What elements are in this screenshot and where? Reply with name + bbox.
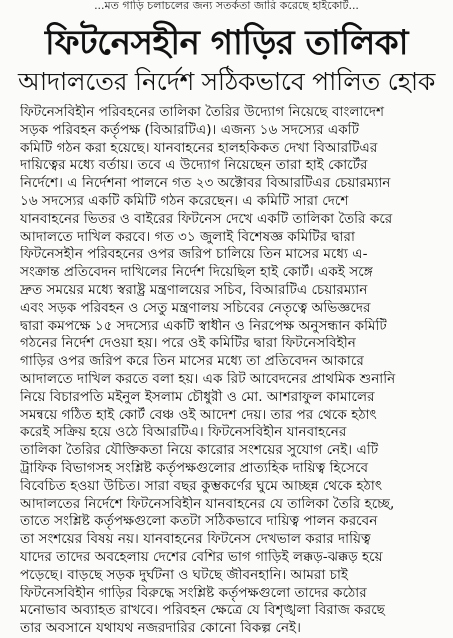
- body-line: তাতে সংশ্লিষ্ট কর্তৃপক্ষগুলো কতটা সঠিকভাবে দায়িত্ব পালন করবেন: [20, 513, 378, 530]
- body-line: ট্রাফিক বিভাগসহ সংশ্লিষ্ট কর্তৃপক্ষগুলোর প্রাত্যহিক দায়িত্ব হিসেবে: [20, 459, 369, 476]
- body-line: গাড়ির ওপর জরিপ করে তিন মাসের মধ্যে তা প্রতিবেদন আকারে: [20, 353, 364, 370]
- body-line: ফিটনেসহীন পরিবহনের ওপর জরিপ চালিয়ে তিন মাসের মধ্যে এ-: [20, 246, 368, 263]
- body-line: তালিকা তৈরির যৌক্তিকতা নিয়ে কারোর সংশয়ের সুযোগ নেই। এটি: [20, 442, 379, 459]
- body-line: নিয়ে বিচারপতি মইনুল ইসলাম চৌধুরী ও মো. আশরাফুল কামালের: [20, 388, 375, 405]
- body-line: আদালতে দাখিল করবে। গত ৩১ জুলাই বিশেষজ্ঞ কমিটির দ্বারা: [20, 228, 355, 245]
- body-line: আদালতে দাখিল করতে বলা হয়। এক রিট আবেদনের প্রাথমিক শুনানি: [20, 370, 396, 387]
- body-line: গঠনের নির্দেশ দেওয়া হয়। পরে ওই কমিটির দ্বারা ফিটনেসবিহীন: [20, 335, 356, 352]
- subheadline: আদালতের নির্দেশ সঠিকভাবে পালিত হোক: [17, 67, 436, 96]
- body-line: ফিটনেসবিহীন গাড়ির বিরুদ্ধে সংশ্লিষ্ট কর্তৃপক্ষগুলো তাদের কঠোর: [20, 584, 367, 601]
- clipped-top-text: ...মত গাড়ি চলাচলের জন্য সতর্কতা জারি করেছে হাইকোর্ট...: [94, 0, 359, 12]
- body-line: বিবেচিত হওয়া উচিত। সারা বছর কুম্ভকর্ণের ঘুমে আচ্ছন্ন থেকে হঠাৎ: [20, 477, 383, 494]
- body-line: যাদের তাদের অবহেলায় দেশের বেশির ভাগ গাড়িই লক্কড়-ঝক্কড় হয়ে: [20, 548, 383, 565]
- body-line: এবং সড়ক পরিবহন ও সেতু মন্ত্রণালয় সচিবের নেতৃত্বে অভিজ্ঞদের: [20, 299, 371, 316]
- body-line: কমিটি গঠন করা হয়েছে। যানবাহনের হালহকিকত দেখা বিআরটিএর: [20, 139, 378, 156]
- body-line: সংক্রান্ত প্রতিবেদন দাখিলের নির্দেশ দিয়েছিল হাই কোর্ট। একই সঙ্গে: [20, 264, 373, 281]
- body-line: পড়েছে। বাড়ছে সড়ক দুর্ঘটনা ও ঘটছে জীবনহানি। আমরা চাই: [20, 566, 348, 583]
- headline: ফিটনেসহীন গাড়ির তালিকা: [45, 23, 408, 63]
- body-line: তা সংশয়ের বিষয় নয়। যানবাহনের ফিটনেস দেখভাল করার দায়িত্ব: [20, 531, 371, 548]
- body-line: দায়িত্বের মধ্যে বর্তায়। তবে এ উদ্যোগ নিয়েছেন তারা হাই কোর্টের: [20, 157, 368, 174]
- body-line: আদালতের নির্দেশে ফিটনেসবিহীন যানবাহনের যে তালিকা তৈরি হচ্ছে,: [20, 495, 395, 512]
- body-line: দ্রুত সময়ের মধ্যে স্বরাষ্ট্র মন্ত্রণালয়ের সচিব, বিআরটিএ চেয়ারম্যান: [20, 281, 368, 298]
- body-line: সড়ক পরিবহন কর্তৃপক্ষ (বিআরটিএ)। এজন্য ১৬ সদস্যের একটি: [20, 121, 360, 138]
- body-line: দ্বারা কমপক্ষে ১৫ সদস্যের একটি স্বাধীন ও নিরপেক্ষ অনুসন্ধান কমিটি: [20, 317, 387, 334]
- body-line: ফিটনেসবিহীন পরিবহনের তালিকা তৈরির উদ্যোগ নিয়েছে বাংলাদেশ: [20, 104, 385, 120]
- body-line: ১৬ সদস্যের একটি কমিটি গঠন করেছেন। এ কমিটি সারা দেশে: [20, 192, 349, 209]
- body-line: সমন্বয়ে গঠিত হাই কোর্ট বেঞ্চ ওই আদেশ দেয়। তার পর থেকে হঠাৎ: [20, 406, 377, 423]
- body-line: নির্দেশে। এ নির্দেশনা পালনে গত ২৩ অক্টোবর বিআরটিএর চেয়ারম্যান: [20, 175, 391, 192]
- article-body: [20, 104, 438, 638]
- body-line: মনোভাব অব্যাহত রাখবে। পরিবহন ক্ষেত্রে যে বিশৃঙ্খলা বিরাজ করছে: [20, 602, 385, 619]
- body-line: করেই সক্রিয় হয়ে ওঠে বিআরটিএ। ফিটনেসবিহীন যানবাহনের: [20, 424, 347, 441]
- clipped-top-line: [0, 0, 453, 14]
- body-line: যানবাহনের ভিতর ও বাইরের ফিটনেস দেখে একটি তালিকা তৈরি করে: [20, 210, 393, 227]
- body-line: তার অবসানে যথাযথ নজরদারির কোনো বিকল্প নেই।: [20, 620, 301, 637]
